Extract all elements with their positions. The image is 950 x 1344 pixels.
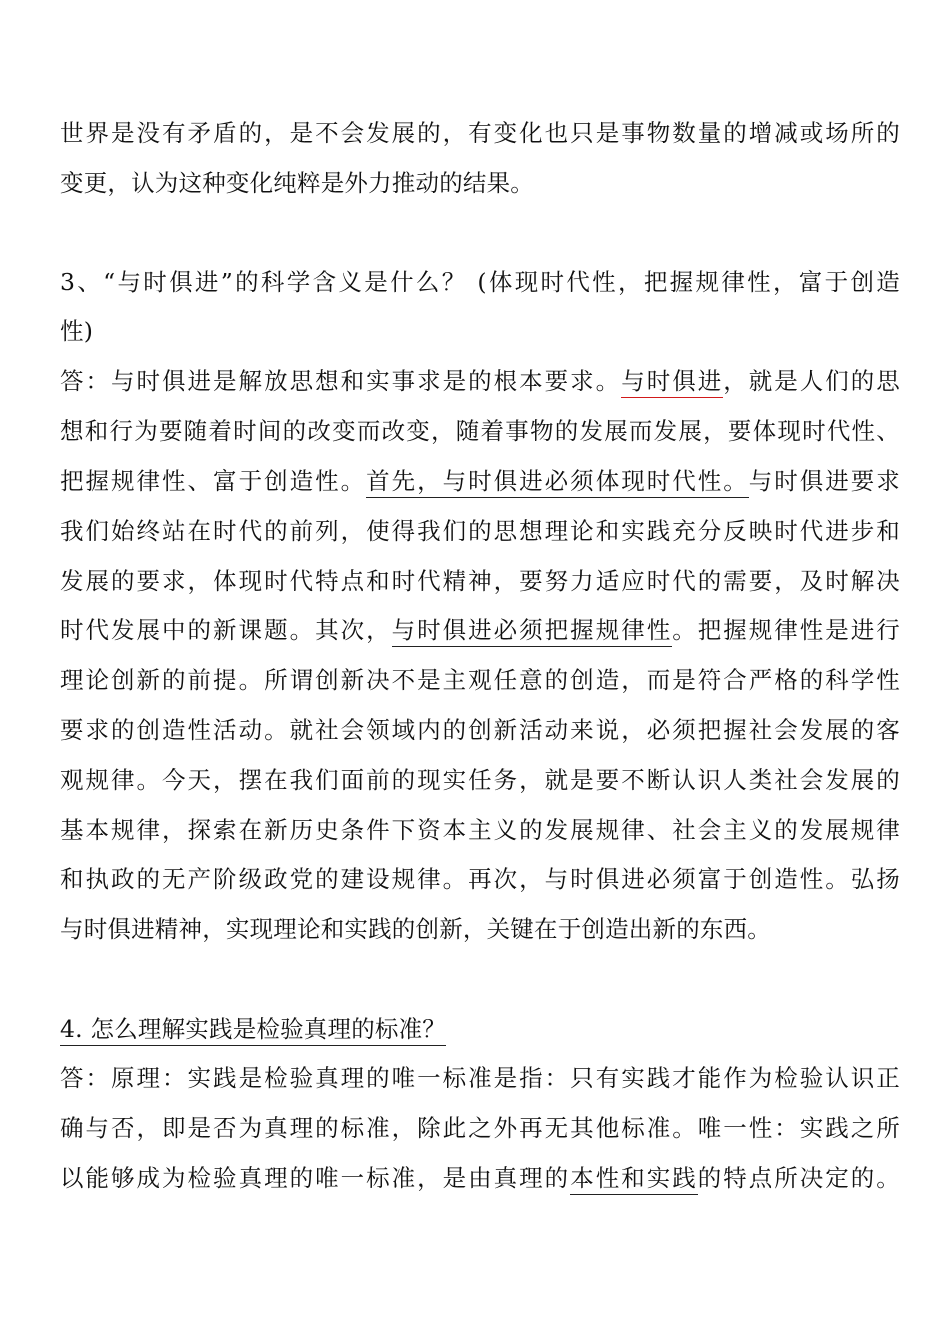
question-3-title: 3、“与时俱进”的科学含义是什么？ (体现时代性，把握规律性，富于创造	[60, 268, 900, 296]
answer-3-line: 要求的创造性活动。就社会领域内的创新活动来说，必须把握社会发展的客	[60, 716, 900, 744]
answer-3-line: 想和行为要随着时间的改变而改变，随着事物的发展而发展，要体现时代性、	[60, 417, 900, 445]
answer-3-line: 理论创新的前提。所谓创新决不是主观任意的创造，而是符合严格的科学性	[60, 666, 900, 694]
answer-3-line: 基本规律，探索在新历史条件下资本主义的发展规律、社会主义的发展规律	[60, 816, 900, 844]
answer-text: 以能够成为检验真理的唯一标准，是由真理的	[60, 1164, 571, 1192]
answer-3-line: 我们始终站在时代的前列，使得我们的思想理论和实践充分反映时代进步和	[60, 517, 900, 545]
answer-3-line: 观规律。今天，摆在我们面前的现实任务，就是要不断认识人类社会发展的	[60, 766, 900, 794]
answer-text: 与时俱进要求	[748, 467, 900, 495]
answer-3-line: 和执政的无产阶级政党的建设规律。再次，与时俱进必须富于创造性。弘扬	[60, 865, 900, 893]
answer-3-line	[60, 464, 900, 498]
paragraph-line: 变更，认为这种变化纯粹是外力推动的结果。	[60, 169, 534, 197]
underlined-phrase-red: 与时俱进	[621, 367, 723, 398]
answer-3-line	[60, 613, 900, 647]
answer-3-line: 发展的要求，体现时代特点和时代精神，要努力适应时代的需要，及时解决	[60, 567, 900, 595]
answer-text: ，就是人们的思	[723, 367, 901, 395]
answer-4-line: 答：原理：实践是检验真理的唯一标准是指：只有实践才能作为检验认识正	[60, 1064, 900, 1092]
answer-3-line	[60, 364, 900, 398]
question-4-title	[60, 1012, 900, 1046]
question-3-title-cont: 性)	[60, 317, 94, 345]
underlined-phrase: 与时俱进必须把握规律性	[392, 616, 673, 647]
answer-text: 。把握规律性是进行	[672, 616, 901, 644]
underlined-title: 4. 怎么理解实践是检验真理的标准？	[60, 1015, 446, 1046]
underlined-phrase: 本性和实践	[570, 1164, 698, 1195]
answer-text: 把握规律性、富于创造性。	[60, 467, 367, 495]
answer-4-line	[60, 1161, 900, 1195]
answer-text: 答：与时俱进是解放思想和实事求是的根本要求。	[60, 367, 622, 395]
underlined-phrase: 首先，与时俱进必须体现时代性。	[366, 467, 749, 498]
answer-4-line: 确与否，即是否为真理的标准，除此之外再无其他标准。唯一性：实践之所	[60, 1114, 900, 1142]
answer-text: 时代发展中的新课题。其次，	[60, 616, 392, 644]
answer-3-line: 与时俱进精神，实现理论和实践的创新，关键在于创造出新的东西。	[60, 915, 771, 943]
answer-text: 的特点所决定的。	[697, 1164, 900, 1192]
paragraph-line: 世界是没有矛盾的，是不会发展的，有变化也只是事物数量的增减或场所的	[60, 119, 900, 147]
